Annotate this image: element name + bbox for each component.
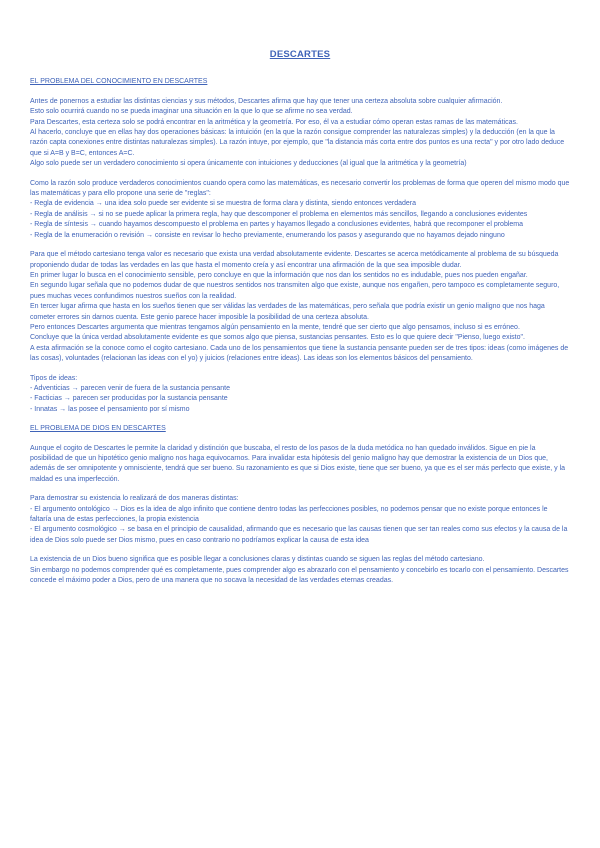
paragraph: Antes de ponernos a estudiar las distintas ciencias y sus métodos, Descartes afirma que hay que tener una certeza absoluta sobre cualquier afirmación. [30, 97, 503, 105]
list-item: - El argumento cosmológico → se basa en el principio de causalidad, afirmando que es necesario que las causas tienen que ser tan reales como sus efectos y la causa de la idea de Dios solo puede ser Dios mismo, pues en caso contrario no podríamos explicar la causa de esta idea [30, 526, 568, 544]
list-item: - Innatas → las posee el pensamiento por sí mismo [30, 405, 190, 413]
section-heading-conocimiento: EL PROBLEMA DEL CONOCIMIENTO EN DESCARTES [30, 78, 208, 86]
proofs-block [30, 494, 570, 546]
paragraph: Concluye que la única verdad absolutamente evidente es que somos algo que piensa, sustancias pensantes. Esto es lo que quiere decir "Pienso, luego existo". [30, 334, 525, 342]
paragraph: Esto solo ocurrirá cuando no se pueda imaginar una situación en la que lo que se afirme no sea verdad. [30, 108, 353, 116]
paragraph: Para Descartes, esta certeza solo se podrá encontrar en la aritmética y la geometría. Por eso, él va a estudiar cómo operan estas ramas de las matemáticas. [30, 118, 518, 126]
paragraph: Al hacerlo, concluye que en ellas hay dos operaciones básicas: la intuición (en la que la razón consigue comprender las naturalezas simples) y la deducción (en la que la razón capta conexiones entre distintas naturalezas simples). La razón intuye, por ejemplo, que "la distancia más corta entre dos puntos es una recta" y por otro lado deduce que si A=B y B=C, entonces A=C. [30, 129, 565, 157]
list-item: - Regla de análisis → si no se puede aplicar la primera regla, hay que descomponer el problema en elementos más sencillos, llegando a conclusiones evidentes [30, 210, 528, 218]
paragraph: A esta afirmación se la conoce como el cogito cartesiano. Cada uno de los pensamientos que tiene la sustancia pensante pueden ser de tres tipos: ideas (como imágenes de las cosas), voluntades (relacionan las ideas con el yo) y juicios (relaciones entre ideas). Las ideas son los elementos básicos del pensamiento. [30, 344, 569, 363]
method-block [30, 250, 570, 364]
paragraph: La existencia de un Dios bueno significa que es posible llegar a conclusiones claras y distintas cuando se siguen las reglas del método cartesiano. [30, 556, 485, 564]
list-item: - El argumento ontológico → Dios es la idea de algo infinito que contiene dentro todas las perfecciones posibles, no podemos pensar que no existe porque entonces le faltaría una de estas perfecciones, la propia existencia [30, 505, 548, 524]
paragraph: Aunque el cogito de Descartes le permite la claridad y distinción que buscaba, el resto de los pasos de la duda metódica no han quedado inválidos. Sigue en pie la posibilidad de que un hipotético genio maligno nos haga equivocarnos. Para invalidar esta hipótesis del genio maligno hay que demostrar la existencia de un Dios que, además de ser omnipotente y omnisciente, tendrá que ser bueno. Su razonamiento es que si Dios existe, tiene que ser bueno, ya que es el ser más perfecto que existe, y la maldad es una imperfección. [30, 444, 566, 483]
list-item: - Facticias → parecen ser producidas por la sustancia pensante [30, 395, 228, 403]
paragraph: En tercer lugar afirma que hasta en los sueños tienen que ser válidas las verdades de las matemáticas, pero señala que podría existir un genio maligno que nos haga cometer errores sin darnos cuenta. Este genio parece hacer imposible la posibilidad de una certeza absoluta. [30, 303, 545, 321]
list-item: - Regla de la enumeración o revisión → consiste en revisar lo hecho previamente, enumerando los pasos y asegurando que no hayamos dejado ninguno [30, 231, 505, 239]
ideas-block [30, 374, 570, 416]
document-title: DESCARTES [269, 49, 331, 60]
ideas-heading: Tipos de ideas: [30, 374, 78, 382]
list-item: - Regla de evidencia → una idea solo puede ser evidente si se muestra de forma clara y distinta, siendo entonces verdadera [30, 200, 417, 208]
paragraph: En primer lugar lo busca en el conocimiento sensible, pero concluye en que la información que nos dan los sentidos no es indudable, pues nos pueden engañar. [30, 271, 528, 279]
list-item: - Regla de síntesis → cuando hayamos descompuesto el problema en partes y hayamos llegado a conclusiones evidentes, habrá que recomponer el problema [30, 221, 524, 229]
list-item: - Adventicias → parecen venir de fuera de la sustancia pensante [30, 384, 231, 392]
god-intro-block [30, 444, 570, 486]
paragraph: En segundo lugar señala que no podemos dudar de que nuestros sentidos nos transmiten algo que existe, aunque nos engañen, pero tampoco es completamente seguro, pues muchas veces confundimos nuestros sueños con la realidad. [30, 282, 560, 300]
rules-intro: Como la razón solo produce verdaderos conocimientos cuando opera como las matemáticas, es necesario convertir los problemas de forma que operen del mismo modo que las matemáticas y para ello propone una serie de "reglas": [30, 179, 570, 198]
section-heading-dios: EL PROBLEMA DE DIOS EN DESCARTES [30, 425, 166, 433]
paragraph: Pero entonces Descartes argumenta que mientras tengamos algún pensamiento en la mente, tendré que ser cierto que algo pensamos, incluso si es erróneo. [30, 323, 520, 331]
rules-block [30, 179, 570, 241]
paragraph: Para que el método cartesiano tenga valor es necesario que exista una verdad absolutamente evidente. Descartes se acerca metódicamente al problema de su búsqueda proponiendo dudar de todas las verdades en las que hasta el momento creía y así encontrar una afirmación de la que sea imposible dudar. [30, 251, 559, 269]
paragraph: Sin embargo no podemos comprender qué es completamente, pues comprender algo es abrazarlo con el pensamiento y concebirlo es tocarlo con el pensamiento. Descartes concede el máximo poder a Dios, pero de una manera que no socava la necesidad de las verdades eternas creadas. [30, 566, 569, 585]
intro-block [30, 97, 570, 170]
closing-block [30, 555, 570, 586]
paragraph: Algo solo puede ser un verdadero conocimiento si opera únicamente con intuiciones y deducciones (al igual que la aritmética y la geometría) [30, 160, 467, 168]
proofs-heading: Para demostrar su existencia lo realizará de dos maneras distintas: [30, 495, 239, 503]
